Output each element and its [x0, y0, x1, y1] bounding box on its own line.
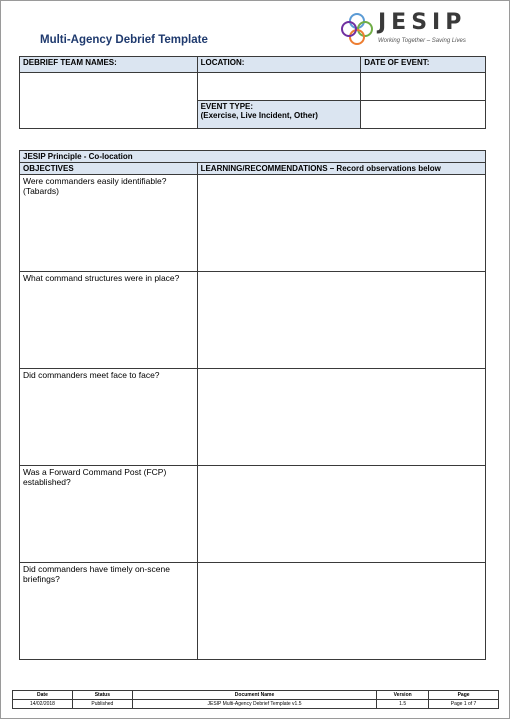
- objective-cell: Were commanders easily identifiable? (Tabards): [20, 175, 198, 272]
- observation-field[interactable]: [197, 369, 485, 466]
- observation-field[interactable]: [197, 175, 485, 272]
- location-field[interactable]: [197, 73, 361, 101]
- objective-cell: What command structures were in place?: [20, 272, 198, 369]
- objective-cell: Did commanders meet face to face?: [20, 369, 198, 466]
- debrief-info-table: [19, 56, 486, 129]
- observation-field[interactable]: [197, 563, 485, 660]
- event-type-cell: [197, 101, 361, 129]
- objective-cell: Was a Forward Command Post (FCP) established?: [20, 466, 198, 563]
- document-title: Multi-Agency Debrief Template: [40, 34, 208, 46]
- logo-wordmark: JESIP: [378, 10, 467, 35]
- event-type-label: EVENT TYPE:: [200, 102, 254, 111]
- footer-status: Published: [72, 700, 132, 709]
- objective-cell: Did commanders have timely on-scene briefings?: [20, 563, 198, 660]
- learning-header: LEARNING/RECOMMENDATIONS – Record observations below: [197, 163, 485, 175]
- observation-field[interactable]: [197, 466, 485, 563]
- date-field[interactable]: [361, 73, 486, 101]
- logo-tagline: Working Together – Saving Lives: [378, 38, 466, 44]
- footer-table: [12, 690, 499, 709]
- location-label: LOCATION:: [197, 57, 361, 73]
- footer-date: 14/02/2018: [13, 700, 73, 709]
- footer-status-header: Status: [72, 691, 132, 700]
- observation-field[interactable]: [197, 272, 485, 369]
- event-type-hint: (Exercise, Live Incident, Other): [200, 111, 318, 120]
- footer-version: 1.5: [377, 700, 429, 709]
- jesip-logo: [340, 10, 490, 50]
- objectives-header: OBJECTIVES: [20, 163, 198, 175]
- footer-docname: JESIP Multi-Agency Debrief Template v1.5: [132, 700, 376, 709]
- team-names-label: DEBRIEF TEAM NAMES:: [20, 57, 198, 73]
- footer-docname-header: Document Name: [132, 691, 376, 700]
- principle-table: [19, 150, 486, 660]
- team-names-field[interactable]: [20, 73, 198, 129]
- footer-page-header: Page: [429, 691, 499, 700]
- event-type-field[interactable]: [361, 101, 486, 129]
- footer-date-header: Date: [13, 691, 73, 700]
- date-label: DATE OF EVENT:: [361, 57, 486, 73]
- principle-title: JESIP Principle - Co-location: [20, 151, 486, 163]
- jesip-logo-icon: [340, 12, 374, 46]
- footer-page: Page 1 of 7: [429, 700, 499, 709]
- footer-version-header: Version: [377, 691, 429, 700]
